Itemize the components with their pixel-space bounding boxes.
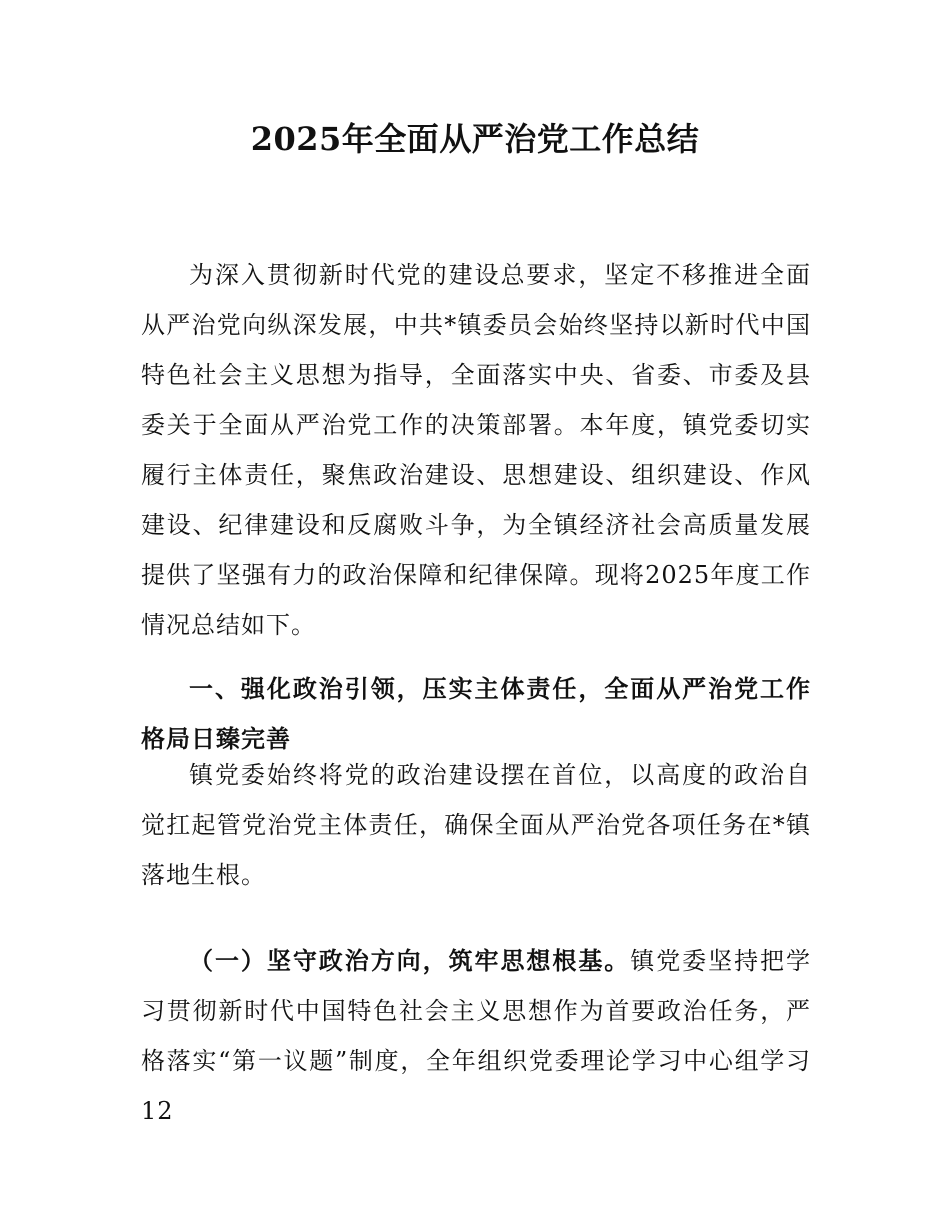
section-1-paragraph: 镇党委始终将党的政治建设摆在首位，以高度的政治自觉扛起管党治党主体责任，确保全面从严治党各项任务在*镇落地生根。 <box>141 761 811 889</box>
intro-paragraph: 为深入贯彻新时代党的建设总要求，坚定不移推进全面从严治党向纵深发展，中共*镇委员会始终坚持以新时代中国特色社会主义思想为指导，全面落实中央、省委、市委及县委关于全面从严治党工作的决策部署。本年度，镇党委切实履行主体责任，聚焦政治建设、思想建设、组织建设、作风建设、纪律建设和反腐败斗争，为全镇经济社会高质量发展提供了坚强有力的政治保障和纪律保障。现将2025年度工作情况总结如下。 <box>141 261 811 639</box>
subsection-1-text: 镇党委坚持把学习贯彻新时代中国特色社会主义思想作为首要政治任务，严格落实“第一议题”制度，全年组织党委理论学习中心组学习12 <box>141 947 812 1125</box>
document-title: 2025年全面从严治党工作总结 <box>250 120 700 158</box>
section-1-heading: 一、强化政治引领，压实主体责任，全面从严治党工作格局日臻完善 <box>141 675 811 753</box>
subsection-1-lead: （一）坚守政治方向，筑牢思想根基。 <box>189 947 631 975</box>
subsection-1-paragraph <box>141 936 811 1136</box>
